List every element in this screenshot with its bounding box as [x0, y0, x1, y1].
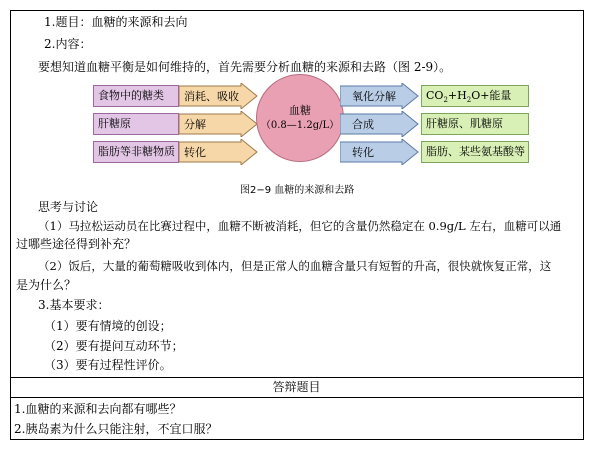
item-title: 1.题目：血糖的来源和去向	[44, 15, 188, 29]
arrow-in-1-label: 消耗、吸收	[184, 90, 239, 103]
diagram-caption: 图2−9 血糖的来源和去路	[240, 185, 355, 196]
intro-text: 要想知道血糖平衡是如何维持的，首先需要分析血糖的来源和去路（图 2-9）。	[38, 60, 452, 74]
sink-box-fat: 脂肪、某些氨基酸等	[421, 141, 529, 163]
h-text: +H	[447, 89, 467, 102]
sink-box-co2	[421, 85, 529, 107]
question2-line1: （2）饭后，大量的葡萄糖吸收到体内，但是正常人的血糖含量只有短暂的升高，很快就恢复正常，这	[38, 259, 552, 273]
source-box-fat: 脂肪等非糖物质	[93, 141, 179, 163]
divider-top	[10, 377, 583, 378]
requirement-2: （2）要有提问互动环节；	[44, 339, 184, 353]
arrow-out-2-label: 合成	[352, 118, 374, 131]
blood-sugar-circle	[256, 74, 344, 162]
co2-sub: 2	[443, 96, 448, 105]
circle-title: 血糖	[289, 104, 311, 117]
energy-text: O+能量	[471, 89, 512, 102]
source-box-food: 食物中的糖类	[93, 85, 179, 107]
h2-sub: 2	[466, 96, 472, 105]
requirement-1: （1）要有情境的创设；	[44, 319, 172, 333]
divider-answer	[10, 397, 583, 398]
source-box-glycogen: 肝糖原	[93, 113, 179, 135]
sink-box-glycogen: 肝糖原、肌糖原	[421, 113, 529, 135]
requirements-title: 3.基本要求：	[38, 298, 110, 312]
item-content: 2.内容：	[44, 37, 92, 51]
question1-line2: 过哪些途径得到补充？	[16, 237, 137, 251]
arrow-out-3-label: 转化	[352, 146, 374, 159]
discussion-title: 思考与讨论	[38, 200, 99, 214]
requirement-3: （3）要有过程性评价。	[44, 358, 172, 372]
co2-text: CO	[426, 89, 444, 102]
answer-question-2: 2.胰岛素为什么只能注射，不宜口服？	[14, 422, 218, 436]
arrow-in-2-label: 分解	[184, 118, 206, 131]
arrow-out-1-label: 氧化分解	[352, 90, 396, 103]
arrow-in-3-label: 转化	[184, 146, 206, 159]
question2-line2: 是为什么？	[16, 278, 77, 292]
answer-question-1: 1.血糖的来源和去向都有哪些？	[14, 402, 182, 416]
answer-header: 答辩题目	[272, 380, 321, 394]
question1-line1: （1）马拉松运动员在比赛过程中，血糖不断被消耗，但它的含量仍然稳定在 0.9g/L 左右，血糖可以通	[38, 219, 562, 233]
circle-range: （0.8—1.2g/L）	[260, 120, 340, 131]
